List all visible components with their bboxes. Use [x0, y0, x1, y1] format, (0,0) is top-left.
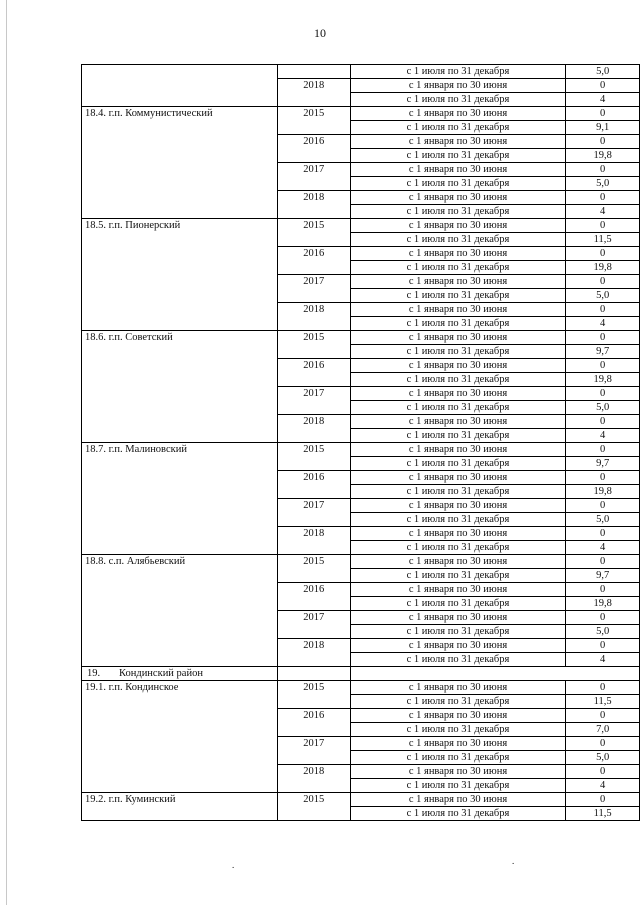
- value-cell: 0: [566, 737, 640, 751]
- year-cell: 2015: [277, 219, 350, 247]
- settlement-name: 19.2. г.п. Куминский: [82, 793, 278, 821]
- value-cell: 0: [566, 275, 640, 289]
- period-cell: с 1 января по 30 июня: [350, 415, 566, 429]
- settlement-name: 18.4. г.п. Коммунистический: [82, 107, 278, 219]
- period-cell: с 1 июля по 31 декабря: [350, 723, 566, 737]
- value-cell: 0: [566, 79, 640, 93]
- period-cell: с 1 января по 30 июня: [350, 191, 566, 205]
- period-cell: с 1 января по 30 июня: [350, 135, 566, 149]
- period-cell: с 1 июля по 31 декабря: [350, 485, 566, 499]
- year-cell: 2016: [277, 583, 350, 611]
- value-cell: 0: [566, 191, 640, 205]
- period-cell: с 1 января по 30 июня: [350, 163, 566, 177]
- year-cell: 2016: [277, 135, 350, 163]
- period-cell: с 1 июля по 31 декабря: [350, 779, 566, 793]
- period-cell: с 1 января по 30 июня: [350, 331, 566, 345]
- value-cell: 0: [566, 107, 640, 121]
- year-cell: 2016: [277, 359, 350, 387]
- value-cell: 0: [566, 555, 640, 569]
- page-number: 10: [314, 26, 326, 40]
- value-cell: 5,0: [566, 65, 640, 79]
- year-cell: 2018: [277, 79, 350, 107]
- value-cell: 11,5: [566, 695, 640, 709]
- year-cell: 2016: [277, 471, 350, 499]
- table-row: [82, 793, 640, 807]
- period-cell: с 1 января по 30 июня: [350, 443, 566, 457]
- table-row: [82, 443, 640, 457]
- table-row: [82, 555, 640, 569]
- table-row: [82, 681, 640, 695]
- year-cell: 2015: [277, 793, 350, 821]
- year-cell: 2017: [277, 499, 350, 527]
- value-cell: 19,8: [566, 149, 640, 163]
- year-cell: 2017: [277, 737, 350, 765]
- period-cell: с 1 июля по 31 декабря: [350, 695, 566, 709]
- value-cell: 5,0: [566, 751, 640, 765]
- value-cell: 0: [566, 359, 640, 373]
- period-cell: с 1 июля по 31 декабря: [350, 751, 566, 765]
- settlement-name: [82, 65, 278, 107]
- year-cell: 2018: [277, 639, 350, 667]
- year-cell: 2018: [277, 527, 350, 555]
- period-cell: с 1 января по 30 июня: [350, 709, 566, 723]
- value-cell: 0: [566, 331, 640, 345]
- period-cell: с 1 июля по 31 декабря: [350, 177, 566, 191]
- period-cell: с 1 июля по 31 декабря: [350, 429, 566, 443]
- value-cell: 0: [566, 709, 640, 723]
- region-name: Кондинский район: [119, 668, 203, 679]
- table-row: [82, 65, 640, 79]
- period-cell: с 1 января по 30 июня: [350, 499, 566, 513]
- period-cell: с 1 июля по 31 декабря: [350, 121, 566, 135]
- value-cell: 4: [566, 205, 640, 219]
- period-cell: с 1 июля по 31 декабря: [350, 65, 566, 79]
- period-cell: с 1 января по 30 июня: [350, 303, 566, 317]
- region-number: 19.: [87, 668, 101, 679]
- value-cell: 0: [566, 765, 640, 779]
- value-cell: 9,1: [566, 121, 640, 135]
- year-cell: 2015: [277, 331, 350, 359]
- region-row: [82, 667, 640, 681]
- table-body: [82, 65, 640, 821]
- year-cell: 2016: [277, 709, 350, 737]
- value-cell: 0: [566, 443, 640, 457]
- year-cell: 2017: [277, 163, 350, 191]
- tariff-table: [81, 64, 640, 821]
- value-cell: 0: [566, 163, 640, 177]
- year-cell: 2017: [277, 387, 350, 415]
- value-cell: 0: [566, 639, 640, 653]
- period-cell: с 1 января по 30 июня: [350, 583, 566, 597]
- value-cell: 19,8: [566, 485, 640, 499]
- value-cell: 9,7: [566, 569, 640, 583]
- period-cell: с 1 июля по 31 декабря: [350, 149, 566, 163]
- period-cell: с 1 июля по 31 декабря: [350, 653, 566, 667]
- value-cell: 5,0: [566, 625, 640, 639]
- period-cell: с 1 июля по 31 декабря: [350, 317, 566, 331]
- value-cell: 0: [566, 135, 640, 149]
- period-cell: с 1 января по 30 июня: [350, 275, 566, 289]
- period-cell: с 1 июля по 31 декабря: [350, 457, 566, 471]
- period-cell: с 1 июля по 31 декабря: [350, 401, 566, 415]
- value-cell: 4: [566, 317, 640, 331]
- value-cell: 11,5: [566, 233, 640, 247]
- period-cell: с 1 января по 30 июня: [350, 219, 566, 233]
- period-cell: с 1 июля по 31 декабря: [350, 597, 566, 611]
- period-cell: с 1 января по 30 июня: [350, 765, 566, 779]
- settlement-name: 18.5. г.п. Пионерский: [82, 219, 278, 331]
- period-cell: с 1 января по 30 июня: [350, 639, 566, 653]
- period-cell: с 1 июля по 31 декабря: [350, 289, 566, 303]
- value-cell: 4: [566, 779, 640, 793]
- value-cell: 19,8: [566, 597, 640, 611]
- period-cell: с 1 января по 30 июня: [350, 555, 566, 569]
- value-cell: 0: [566, 527, 640, 541]
- period-cell: с 1 июля по 31 декабря: [350, 261, 566, 275]
- period-cell: с 1 июля по 31 декабря: [350, 807, 566, 821]
- settlement-name: 18.6. г.п. Советский: [82, 331, 278, 443]
- period-cell: с 1 января по 30 июня: [350, 247, 566, 261]
- value-cell: 5,0: [566, 513, 640, 527]
- value-cell: 0: [566, 303, 640, 317]
- value-cell: 0: [566, 793, 640, 807]
- value-cell: 4: [566, 653, 640, 667]
- page-edge-line: [6, 0, 7, 905]
- value-cell: 0: [566, 611, 640, 625]
- value-cell: 7,0: [566, 723, 640, 737]
- value-cell: 0: [566, 471, 640, 485]
- table-row: [82, 107, 640, 121]
- year-cell: 2018: [277, 191, 350, 219]
- year-cell: 2015: [277, 443, 350, 471]
- value-cell: 4: [566, 429, 640, 443]
- value-cell: 0: [566, 415, 640, 429]
- period-cell: с 1 июля по 31 декабря: [350, 541, 566, 555]
- period-cell: с 1 июля по 31 декабря: [350, 569, 566, 583]
- period-cell: с 1 января по 30 июня: [350, 737, 566, 751]
- year-cell: 2016: [277, 247, 350, 275]
- settlement-name: 18.8. с.п. Алябьевский: [82, 555, 278, 667]
- year-cell: [277, 667, 350, 681]
- period-cell: с 1 июля по 31 декабря: [350, 93, 566, 107]
- value-cell: 0: [566, 499, 640, 513]
- period-cell: с 1 июля по 31 декабря: [350, 513, 566, 527]
- table-row: [82, 331, 640, 345]
- year-cell: 2015: [277, 681, 350, 709]
- settlement-name: 19.1. г.п. Кондинское: [82, 681, 278, 793]
- year-cell: 2017: [277, 611, 350, 639]
- value-cell: 0: [566, 681, 640, 695]
- period-cell: с 1 января по 30 июня: [350, 387, 566, 401]
- value-cell: 5,0: [566, 401, 640, 415]
- year-cell: 2015: [277, 555, 350, 583]
- value-cell: 0: [566, 247, 640, 261]
- year-cell: 2018: [277, 303, 350, 331]
- period-cell: с 1 июля по 31 декабря: [350, 625, 566, 639]
- period-cell: с 1 января по 30 июня: [350, 611, 566, 625]
- value-cell: 9,7: [566, 457, 640, 471]
- period-cell: с 1 июля по 31 декабря: [350, 345, 566, 359]
- scan-mark: .: [512, 856, 515, 866]
- value-cell: 5,0: [566, 177, 640, 191]
- period-cell: с 1 июля по 31 декабря: [350, 205, 566, 219]
- year-cell: 2015: [277, 107, 350, 135]
- year-cell: [277, 65, 350, 79]
- empty-cell: [350, 667, 639, 681]
- value-cell: 11,5: [566, 807, 640, 821]
- year-cell: 2018: [277, 415, 350, 443]
- scan-mark: .: [232, 860, 235, 870]
- period-cell: с 1 января по 30 июня: [350, 527, 566, 541]
- value-cell: 9,7: [566, 345, 640, 359]
- value-cell: 4: [566, 541, 640, 555]
- table-row: [82, 219, 640, 233]
- period-cell: с 1 января по 30 июня: [350, 681, 566, 695]
- year-cell: 2018: [277, 765, 350, 793]
- period-cell: с 1 января по 30 июня: [350, 359, 566, 373]
- value-cell: 19,8: [566, 261, 640, 275]
- period-cell: с 1 января по 30 июня: [350, 471, 566, 485]
- value-cell: 5,0: [566, 289, 640, 303]
- year-cell: 2017: [277, 275, 350, 303]
- period-cell: с 1 июля по 31 декабря: [350, 373, 566, 387]
- period-cell: с 1 января по 30 июня: [350, 107, 566, 121]
- period-cell: с 1 января по 30 июня: [350, 793, 566, 807]
- period-cell: с 1 июля по 31 декабря: [350, 233, 566, 247]
- value-cell: 0: [566, 387, 640, 401]
- value-cell: 0: [566, 583, 640, 597]
- value-cell: 4: [566, 93, 640, 107]
- value-cell: 0: [566, 219, 640, 233]
- settlement-name: 18.7. г.п. Малиновский: [82, 443, 278, 555]
- value-cell: 19,8: [566, 373, 640, 387]
- region-name-cell: [82, 667, 278, 681]
- period-cell: с 1 января по 30 июня: [350, 79, 566, 93]
